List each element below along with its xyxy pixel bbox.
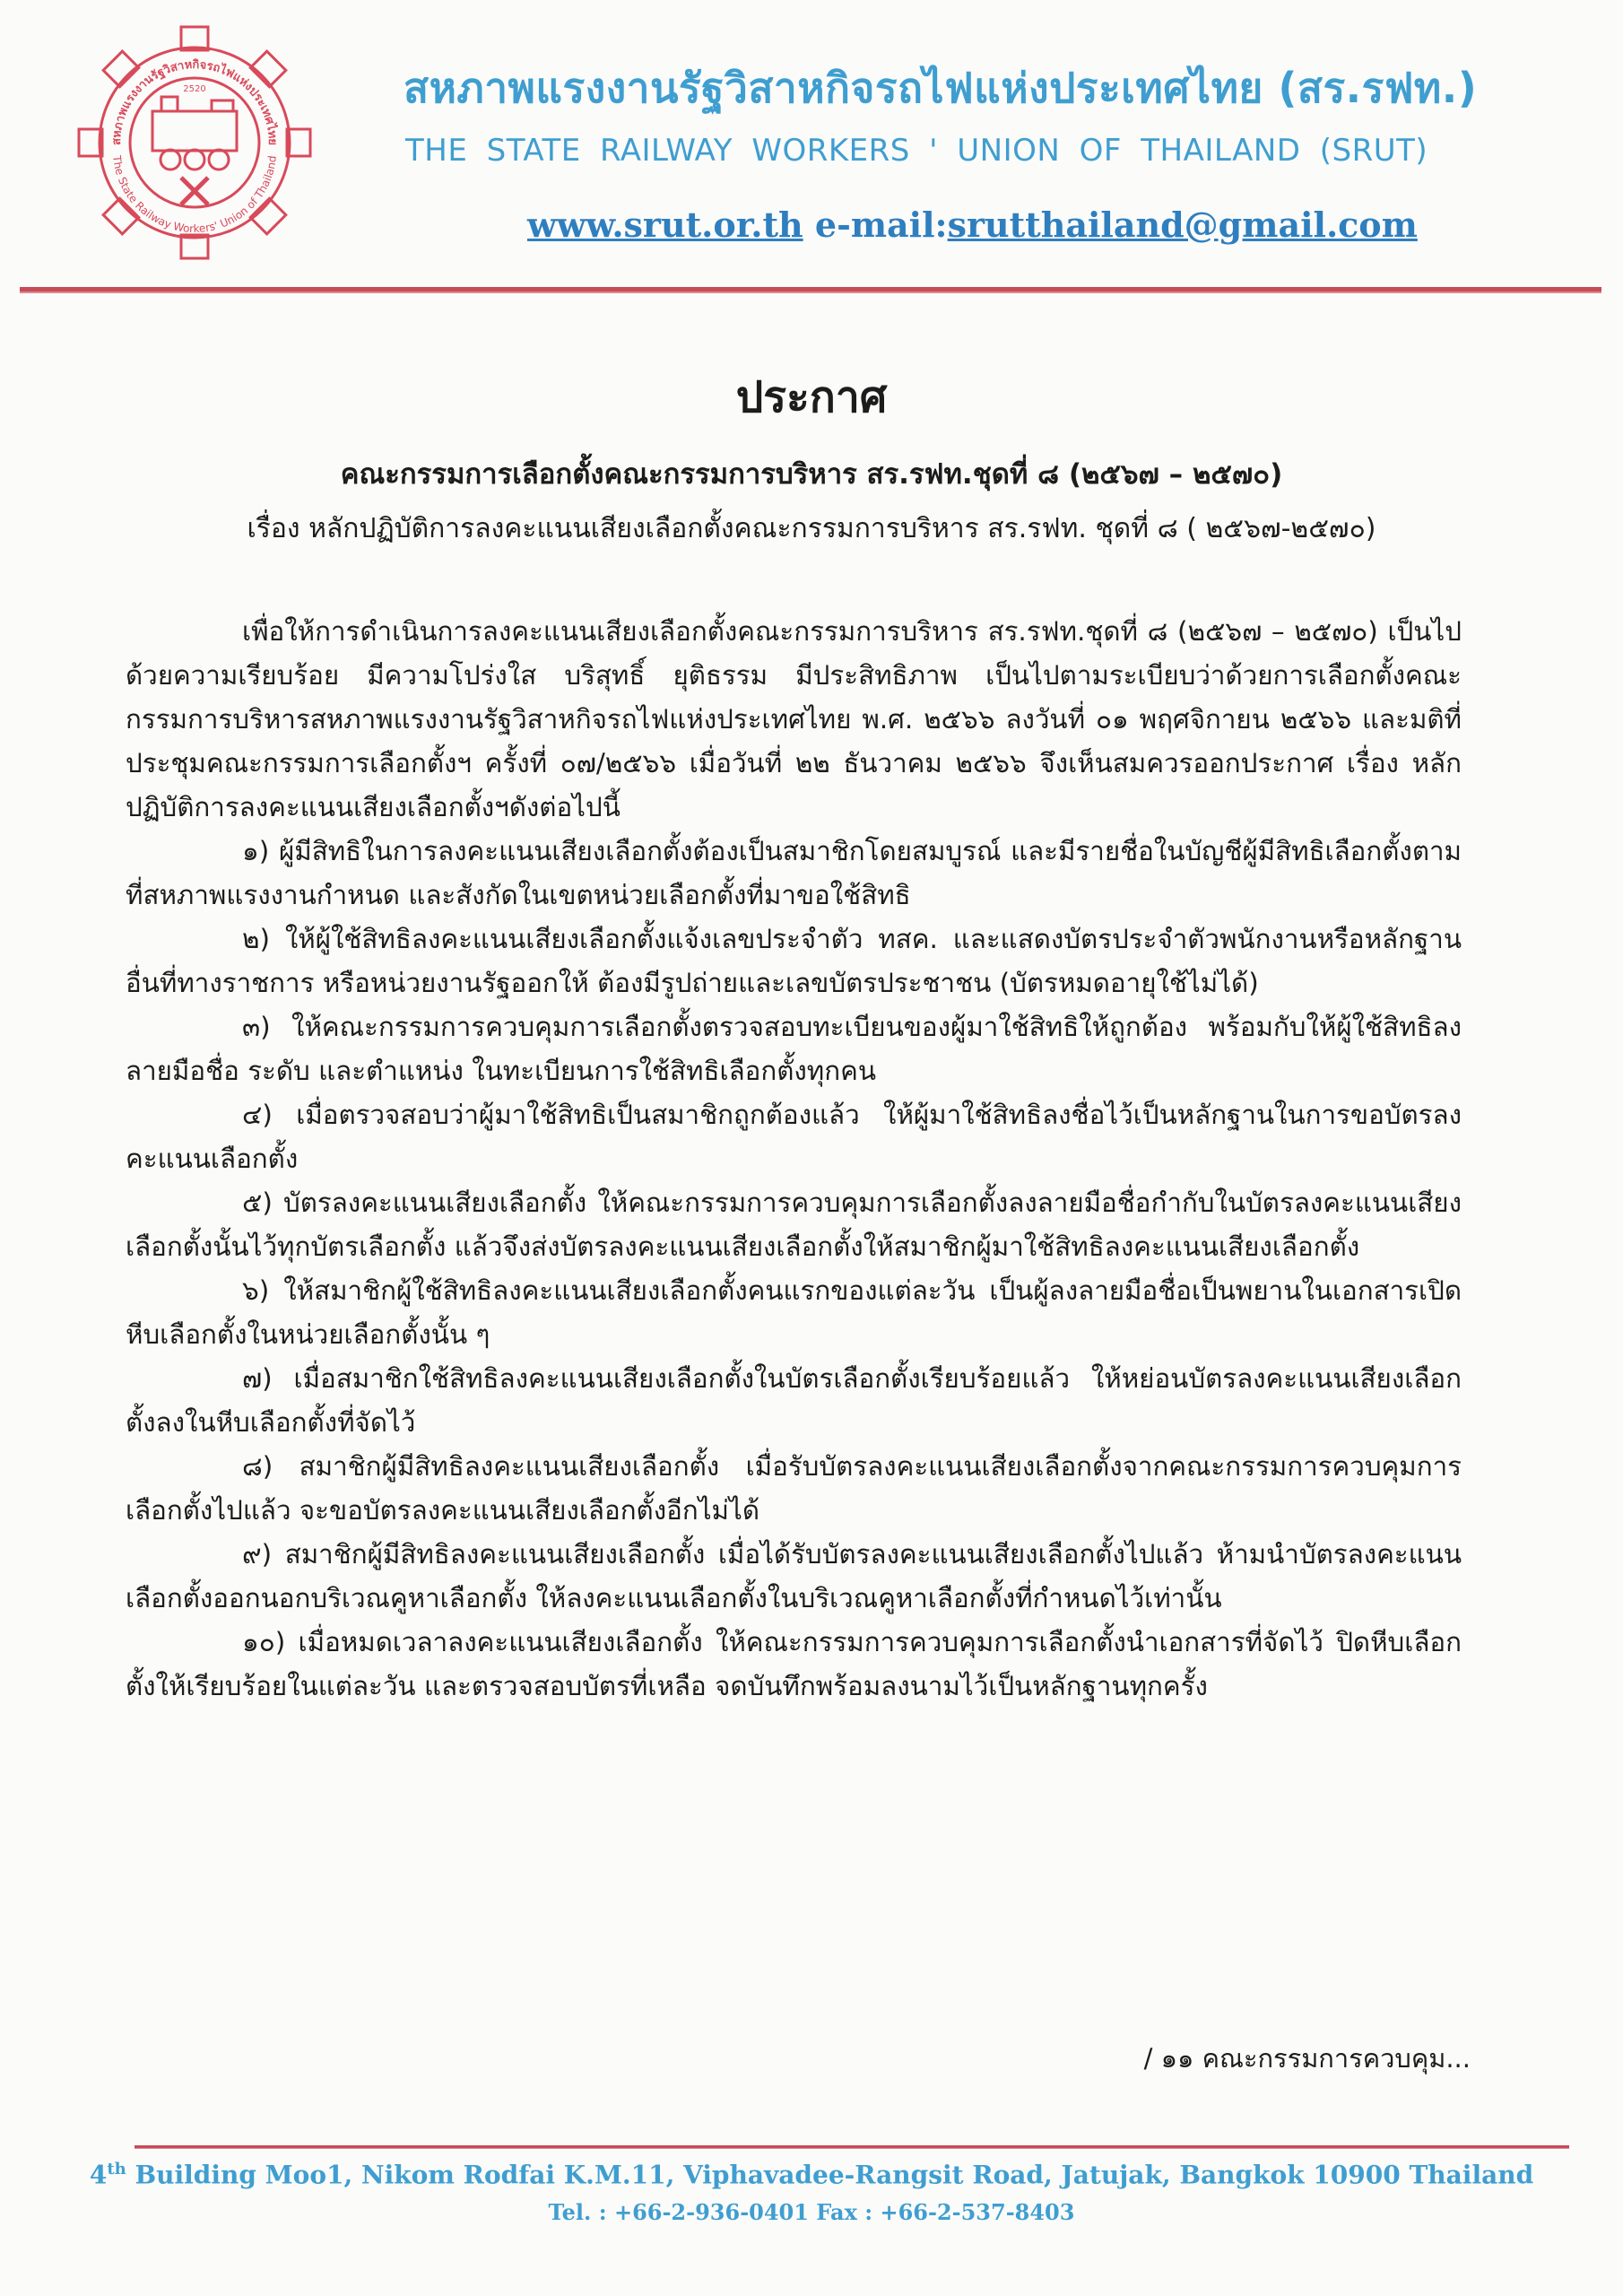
rule-item: ๘) สมาชิกผู้มีสิทธิลงคะแนนเสียงเลือกตั้ง เมื่อรับบัตรลงคะแนนเสียงเลือกตั้งจากคณะกรรมการควบคุมการเลือกตั้งไปแล้ว จะขอบัตรลงคะแนนเสียงเลือกตั้งอีกไม่ได้	[126, 1451, 1462, 1526]
rule-item: ๗) เมื่อสมาชิกใช้สิทธิลงคะแนนเสียงเลือกตั้งในบัตรเลือกตั้งเรียบร้อยแล้ว ให้หย่อนบัตรลงคะแนนเสียงเลือกตั้งลงในหีบเลือกตั้งที่จัดไว้	[126, 1363, 1462, 1438]
preamble-paragraph: เพื่อให้การดำเนินการลงคะแนนเสียงเลือกตั้งคณะกรรมการบริหาร สร.รฟท.ชุดที่ ๘ (๒๕๖๗ – ๒๕๗๐) เป็นไปด้วยความเรียบร้อย มีความโปร่งใส บริสุทธิ์ ยุติธรรม มีประสิทธิภาพ เป็นไปตามระเบียบว่าด้วยการเลือกตั้งคณะกรรมการบริหารสหภาพแรงงานรัฐวิสาหกิจรถไฟแห่งประเทศไทย พ.ศ. ๒๕๖๖ ลงวันที่ ๐๑ พฤศจิกายน ๒๕๖๖ และมติที่ประชุมคณะกรรมการเลือกตั้งฯ ครั้งที่ ๐๗/๒๕๖๖ เมื่อวันที่ ๒๒ ธันวาคม ๒๕๖๖ จึงเห็นสมควรออกประกาศ เรื่อง หลักปฏิบัติการลงคะแนนเสียงเลือกตั้งฯดังต่อไปนี้	[126, 616, 1462, 822]
email-link[interactable]: srutthailand@gmail.com	[947, 204, 1418, 245]
rule-item: ๖) ให้สมาชิกผู้ใช้สิทธิลงคะแนนเสียงเลือกตั้งคนแรกของแต่ละวัน เป็นผู้ลงลายมือชื่อเป็นพยานในเอกสารเปิดหีบเลือกตั้งในหน่วยเลือกตั้งนั้น ๆ	[126, 1275, 1462, 1350]
announcement-body	[126, 610, 1462, 1709]
website-link[interactable]: www.srut.or.th	[527, 204, 803, 245]
subject-heading: เรื่อง หลักปฏิบัติการลงคะแนนเสียงเลือกตั้งคณะกรรมการบริหาร สร.รฟท. ชุดที่ ๘ ( ๒๕๖๗-๒๕๗๐)	[247, 513, 1376, 544]
org-name-english: THE STATE RAILWAY WORKERS ' UNION OF THAILAND (SRUT)	[405, 133, 1428, 169]
rule-item: ๑๐) เมื่อหมดเวลาลงคะแนนเสียงเลือกตั้ง ให้คณะกรรมการควบคุมการเลือกตั้งนำเอกสารที่จัดไว้ ปิดหีบเลือกตั้งให้เรียบร้อยในแต่ละวัน และตรวจสอบบัตรที่เหลือ จดบันทึกพร้อมลงนามไว้เป็นหลักฐานทุกครั้ง	[126, 1627, 1462, 1701]
logo-text-top: สหภาพแรงงานรัฐวิสาหกิจรถไฟแห่งประเทศไทย	[109, 57, 280, 146]
address-ordinal: th	[107, 2160, 126, 2179]
contact-line	[527, 204, 1514, 245]
address-text: Building Moo1, Nikom Rodfai K.M.11, Viphavadee-Rangsit Road, Jatujak, Bangkok 10900 Thailand	[126, 2160, 1534, 2190]
rule-item: ๙) สมาชิกผู้มีสิทธิลงคะแนนเสียงเลือกตั้ง เมื่อได้รับบัตรลงคะแนนเสียงเลือกตั้งไปแล้ว ห้ามนำบัตรลงคะแนนเลือกตั้งออกนอกบริเวณคูหาเลือกตั้ง ให้ลงคะแนนเลือกตั้งในบริเวณคูหาเลือกตั้งที่กำหนดไว้เท่านั้น	[126, 1539, 1462, 1613]
header-divider	[20, 287, 1601, 293]
rule-item: ๒) ให้ผู้ใช้สิทธิลงคะแนนเสียงเลือกตั้งแจ้งเลขประจำตัว ทสค. และแสดงบัตรประจำตัวพนักงานหรือหลักฐานอื่นที่ทางราชการ หรือหน่วยงานรัฐออกให้ ต้องมีรูปถ่ายและเลขบัตรประชาชน (บัตรหมดอายุใช้ไม่ได้)	[126, 924, 1462, 998]
rule-item: ๕) บัตรลงคะแนนเสียงเลือกตั้ง ให้คณะกรรมการควบคุมการเลือกตั้งลงลายมือชื่อกำกับในบัตรลงคะแนนเสียงเลือกตั้งนั้นไว้ทุกบัตรเลือกตั้ง แล้วจึงส่งบัตรลงคะแนนเสียงเลือกตั้งให้สมาชิกผู้มาใช้สิทธิลงคะแนนเสียงเลือกตั้ง	[126, 1187, 1462, 1262]
logo-year: 2520	[183, 84, 206, 94]
logo-text-bottom: The State Railway Workers' Union of Thailand	[110, 154, 279, 236]
continued-marker: / ๑๑ คณะกรรมการควบคุม...	[1143, 2043, 1471, 2074]
committee-heading: คณะกรรมการเลือกตั้งคณะกรรมการบริหาร สร.รฟท.ชุดที่ ๘ (๒๕๖๗ – ๒๕๗๐)	[340, 458, 1283, 491]
org-name-thai: สหภาพแรงงานรัฐวิสาหกิจรถไฟแห่งประเทศไทย (สร.รฟท.)	[404, 64, 1478, 112]
rule-item: ๑) ผู้มีสิทธิในการลงคะแนนเสียงเลือกตั้งต้องเป็นสมาชิกโดยสมบูรณ์ และมีรายชื่อในบัญชีผู้มีสิทธิเลือกตั้งตามที่สหภาพแรงงานกำหนด และสังกัดในเขตหน่วยเลือกตั้งที่มาขอใช้สิทธิ	[126, 836, 1462, 910]
rule-item: ๔) เมื่อตรวจสอบว่าผู้มาใช้สิทธิเป็นสมาชิกถูกต้องแล้ว ให้ผู้มาใช้สิทธิลงชื่อไว้เป็นหลักฐานในการขอบัตรลงคะแนนเลือกตั้ง	[126, 1100, 1462, 1174]
email-label: e-mail:	[814, 204, 948, 245]
address-number: 4	[89, 2160, 108, 2190]
union-logo	[77, 25, 312, 260]
footer-address	[0, 2160, 1623, 2189]
footer-phone-fax: Tel. : +66-2-936-0401 Fax : +66-2-537-8403	[548, 2199, 1075, 2225]
footer-divider	[135, 2145, 1569, 2149]
rule-item: ๓) ให้คณะกรรมการควบคุมการเลือกตั้งตรวจสอบทะเบียนของผู้มาใช้สิทธิให้ถูกต้อง พร้อมกับให้ผู้ใช้สิทธิลงลายมือชื่อ ระดับ และตำแหน่ง ในทะเบียนการใช้สิทธิเลือกตั้งทุกคน	[126, 1012, 1462, 1086]
announcement-title: ประกาศ	[735, 372, 888, 422]
